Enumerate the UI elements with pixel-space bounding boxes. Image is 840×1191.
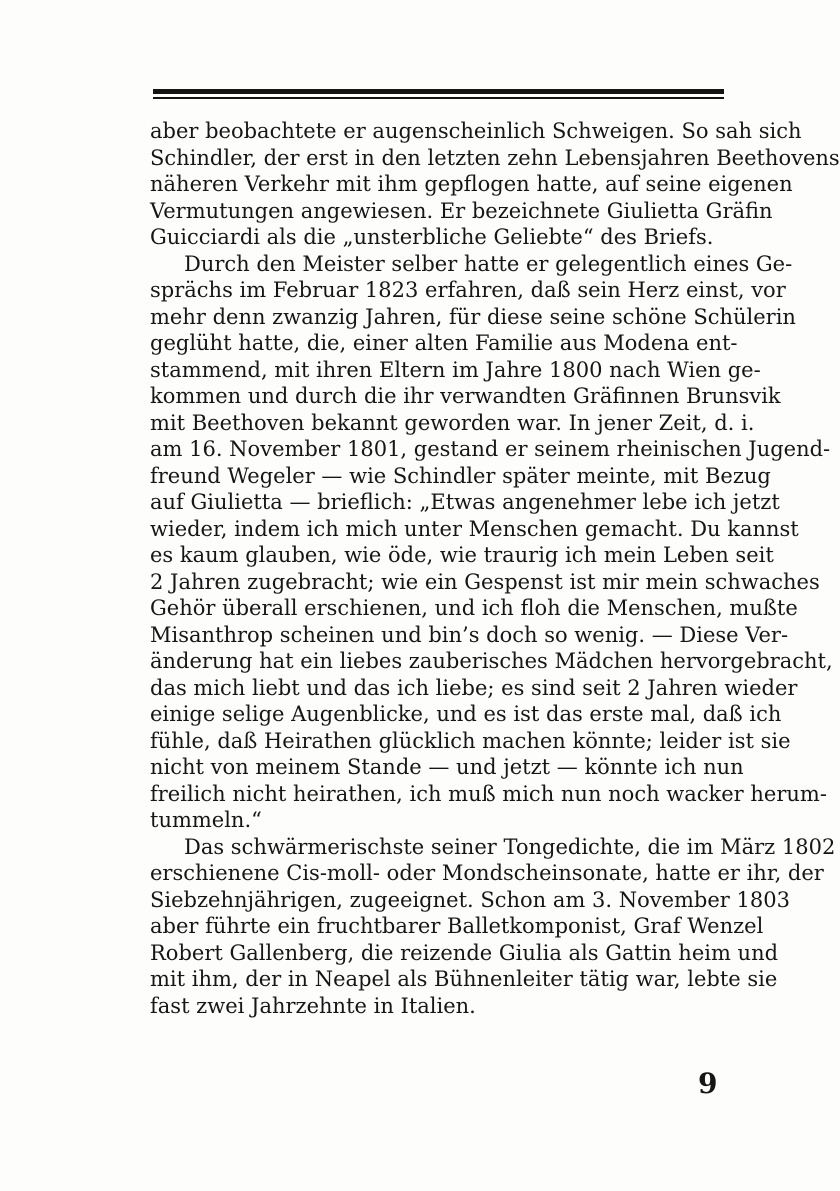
text-line: Vermutungen angewiesen. Er bezeichnete Giulietta Gräfin <box>150 198 773 223</box>
text-line: nicht von meinem Stande — und jetzt — könnte ich nun <box>150 755 744 779</box>
text-line: Guicciardi als die „unsterbliche Geliebte“ des Briefs. <box>150 225 714 249</box>
text-line: mit Beethoven bekannt geworden war. In jener Zeit, d. i. <box>150 410 755 435</box>
text-line: einige selige Augenblicke, und es ist das erste mal, daß ich <box>150 702 782 726</box>
header-rule-thin <box>153 97 724 99</box>
text-line: freilich nicht heirathen, ich muß mich nun noch wacker herum- <box>150 781 827 806</box>
text-line: Robert Gallenberg, die reizende Giulia als Gattin heim und <box>150 940 779 965</box>
text-line: Misanthrop scheinen und bin’s doch so wenig. — Diese Ver- <box>150 622 789 647</box>
text-line: das mich liebt und das ich liebe; es sind seit 2 Jahren wieder <box>150 675 798 700</box>
text-line: näheren Verkehr mit ihm gepflogen hatte, auf seine eigenen <box>150 172 793 196</box>
text-line: wieder, indem ich mich unter Menschen gemacht. Du kannst <box>150 516 799 541</box>
text-line: Durch den Meister selber hatte er gelegentlich eines Ge- <box>184 251 793 276</box>
text-line: 2 Jahren zugebracht; wie ein Gespenst ist mir mein schwaches <box>150 569 820 594</box>
text-line: Schindler, der erst in den letzten zehn Lebensjahren Beethovens <box>150 145 840 170</box>
text-line: mit ihm, der in Neapel als Bühnenleiter tätig war, lebte sie <box>150 967 778 991</box>
text-line: Gehör überall erschienen, und ich floh die Menschen, mußte <box>150 596 798 620</box>
text-line: am 16. November 1801, gestand er seinem rheinischen Jugend- <box>150 437 831 461</box>
text-line: sprächs im Februar 1823 erfahren, daß sein Herz einst, vor <box>150 278 786 302</box>
text-line: Das schwärmerischste seiner Tongedichte, die im März 1802 <box>184 834 836 859</box>
text-line: fühle, daß Heirathen glücklich machen könnte; leider ist sie <box>150 728 791 753</box>
text-line: geglüht hatte, die, einer alten Familie aus Modena ent- <box>150 331 738 355</box>
text-line: fast zwei Jahrzehnte in Italien. <box>150 993 476 1018</box>
page-number: 9 <box>698 1067 718 1100</box>
text-line: aber führte ein fruchtbarer Balletkomponist, Graf Wenzel <box>150 914 764 938</box>
text-line: tummeln.“ <box>150 808 262 832</box>
text-line: mehr denn zwanzig Jahren, für diese seine schöne Schülerin <box>150 304 796 329</box>
header-rule-thick <box>153 89 724 94</box>
text-line: aber beobachtete er augenscheinlich Schweigen. So sah sich <box>150 119 802 143</box>
text-line: freund Wegeler — wie Schindler später meinte, mit Bezug <box>150 463 771 488</box>
text-line: erschienene Cis-moll- oder Mondscheinsonate, hatte er ihr, der <box>150 861 824 885</box>
text-line: Siebzehnjährigen, zugeeignet. Schon am 3. November 1803 <box>150 887 790 912</box>
text-line: auf Giulietta — brieflich: „Etwas angenehmer lebe ich jetzt <box>150 490 780 514</box>
text-line: kommen und durch die ihr verwandten Gräfinnen Brunsvik <box>150 384 781 408</box>
text-line: stammend, mit ihren Eltern im Jahre 1800 nach Wien ge- <box>150 357 761 382</box>
text-line: es kaum glauben, wie öde, wie traurig ich mein Leben seit <box>150 543 774 567</box>
text-line: änderung hat ein liebes zauberisches Mädchen hervorgebracht, <box>150 649 833 673</box>
body-text <box>150 118 840 1019</box>
